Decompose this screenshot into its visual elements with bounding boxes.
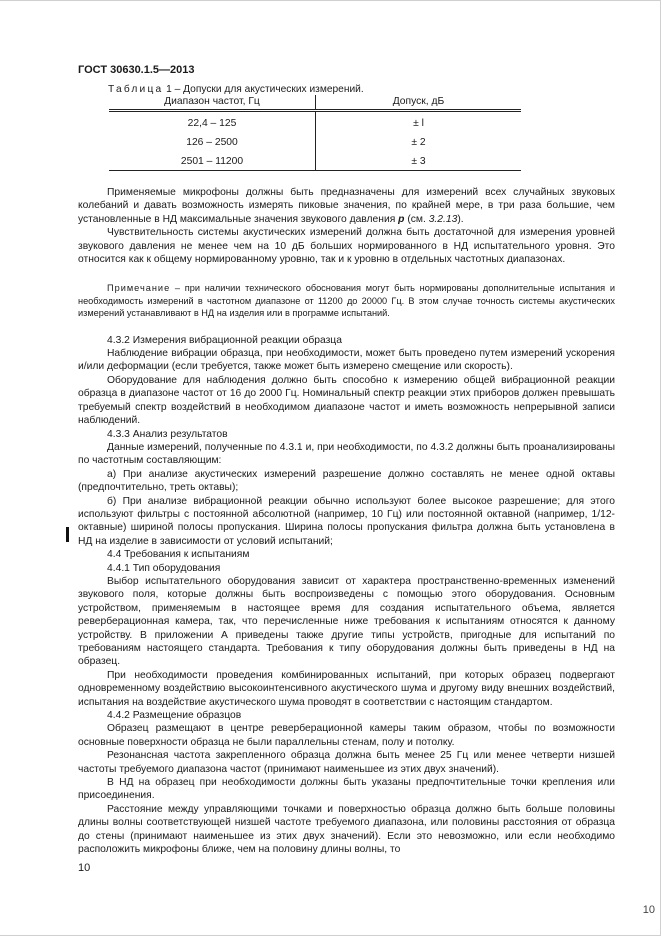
table-cell-tolerance: ± l	[413, 117, 424, 129]
list-item-b: б) При анализе вибрационной реакции обычно используют более высокое разрешение; для этого используют фильтры с постоянной абсолютной (например, 10 Гц) или постоянной октавной (например, 1/12-октавные) шириной полосы пропускания. Ширина полосы пропускания фильтра должна быть установлена в НД на изделие в зависимости от условий испытаний;	[78, 495, 615, 547]
document-body	[78, 186, 615, 857]
section-reference: 3.2.13	[428, 213, 458, 225]
paragraph-equipment-choice: Выбор испытательного оборудования зависит от характера пространственно-временных изменений звукового поля, которые должны быть воспроизведены с помощью этого оборудования. Основным устройством, применяемым в настоящее время для создания испытательного объема, является реверберационная камера, так, что перечисленные ниже требования к испытаниям относятся к данному устройству. В приложении А приведены также другие типы устройств, пригодные для испытаний по требованиям настоящего стандарта. Требования к типу оборудования должны быть приведены в НД на образец.	[78, 575, 615, 668]
paragraph-combined-tests: При необходимости проведения комбинированных испытаний, при которых образец подвергают одновременному воздействию высокоинтенсивного акустического шума и другому виду внешних воздействий, испытания на воздействие акустического шума проводят в соответствии с настоящим стандартом.	[78, 669, 615, 708]
table-row	[109, 132, 521, 151]
paragraph-text: ).	[457, 213, 464, 225]
column-header-frequency: Диапазон частот, Гц	[109, 95, 316, 111]
list-item-a: а) При анализе акустических измерений разрешение должно составлять не менее одной октавы (предпочтительно, треть октавы);	[78, 468, 615, 494]
section-heading-4-3-2: 4.3.2 Измерения вибрационной реакции образца	[107, 334, 342, 346]
note-label: Примечание	[107, 283, 171, 294]
section-heading-4-4-2: 4.4.2 Размещение образцов	[107, 710, 242, 722]
revision-bar	[66, 527, 69, 542]
note-block	[78, 282, 615, 319]
paragraph-text: (см.	[404, 213, 429, 225]
section-heading-4-4: 4.4 Требования к испытаниям	[107, 549, 250, 561]
table-cell-frequency: 126 – 2500	[109, 132, 316, 151]
paragraph-control-points: Расстояние между управляющими точками и поверхностью образца должно быть больше половины длины волны соответствующей низшей частоте требуемого диапазона, или половины расстояния от образца до стены (принимают наименьшее из этих двух значений). Если это невозможно, или если необходимо расположить микрофоны ближе, чем на половину длины волны, то	[78, 803, 615, 856]
note-text: – при наличии технического обоснования могут быть нормированы дополнительные испытания и необходимость измерений в частотном диапазоне от 11200 до 20000 Гц. В этом случае точность системы акустических измерений устанавливают в НД на изделия или в программе испытаний.	[78, 283, 615, 319]
section-heading-4-4-1: 4.4.1 Тип оборудования	[107, 562, 221, 574]
table-cell-tolerance: ± 3	[316, 151, 522, 171]
paragraph-observation-equipment: Оборудование для наблюдения должно быть способно к измерению общей вибрационной реакции образца в диапазоне частот от 16 до 2000 Гц. Номинальный спектр реакции этих приборов должен превышать требуемый спектр воздействий в необходимом диапазоне частот и иметь возможность непрерывной записи наблюдений.	[78, 374, 615, 427]
table-row	[109, 111, 521, 133]
table-header-row	[109, 95, 521, 111]
table-caption-label: Таблица	[108, 84, 164, 95]
paragraph-microphones	[78, 186, 615, 226]
paragraph-vibration-observation: Наблюдение вибрации образца, при необходимости, может быть проведено путем измерений ускорения и/или деформации (если требуется, также может быть измерено смещение или скорость).	[78, 348, 615, 373]
paragraph-text: Применяемые микрофоны должны быть предназначены для измерений всех случайных звуковых колебаний и давать возможность измерять пиковые значения, по крайней мере, в три раза большие, чем установленные в НД максимальные значения звукового давления	[78, 187, 615, 225]
paragraph-sample-placement: Образец размещают в центре реверберационной камеры таким образом, чтобы по возможности основные поверхности образца не были параллельны стенам, полу и потолку.	[78, 723, 615, 748]
table-caption-text: 1 – Допуски для акустических измерений.	[163, 84, 364, 95]
tolerance-table	[109, 95, 521, 171]
table-row	[109, 151, 521, 171]
page-number-scan: 10	[642, 904, 655, 916]
column-header-tolerance: Допуск, дБ	[316, 95, 522, 111]
page-number: 10	[78, 862, 91, 874]
section-heading-4-3-3: 4.3.3 Анализ результатов	[107, 428, 228, 440]
table-cell-frequency: 2501 – 11200	[109, 151, 316, 171]
scan-edge-top	[0, 0, 661, 1]
table-cell-frequency: 22,4 – 125	[109, 111, 316, 133]
paragraph-sensitivity: Чувствительность системы акустических измерений должна быть достаточной для измерения уровней звукового давления не менее чем на 10 дБ больших нормированного в НД испытательного уровня. Это относится как к общему нормированному уровню, так и к уровню в отдельных частотных диапазонах.	[78, 227, 615, 266]
table-cell-tolerance: ± 2	[411, 136, 426, 148]
paragraph-mounting-points: В НД на образец при необходимости должны быть указаны предпочтительные точки крепления или присоединения.	[78, 777, 615, 802]
pressure-symbol: p	[398, 213, 405, 225]
document-header: ГОСТ 30630.1.5—2013	[78, 64, 195, 76]
paragraph-data-analysis: Данные измерений, полученные по 4.3.1 и, при необходимости, по 4.3.2 должны быть проанализированы по частотным составляющим:	[78, 441, 615, 467]
paragraph-resonance: Резонансная частота закрепленного образца должна быть менее 25 Гц или менее четверти низшей частоты требуемого диапазона частот (принимают наименьшее из этих двух значений).	[78, 750, 615, 775]
